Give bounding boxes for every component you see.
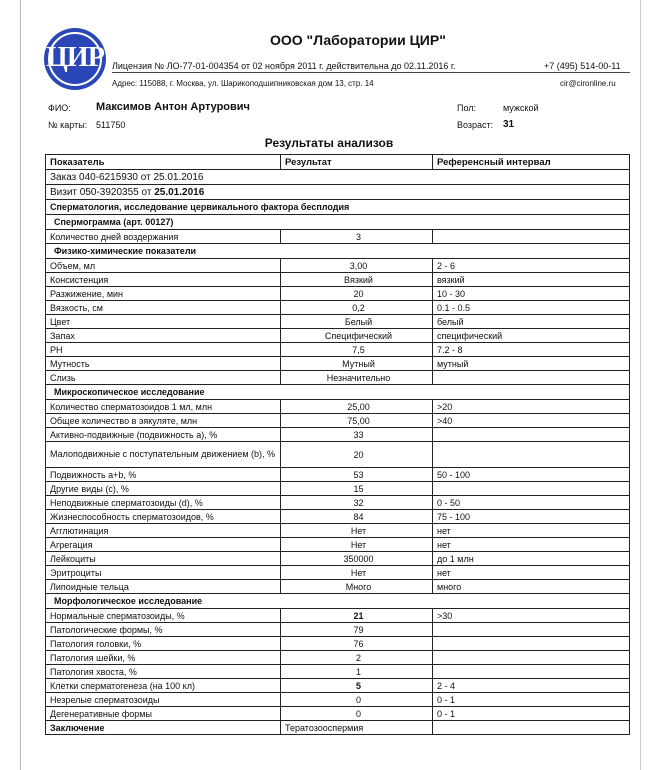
card-label: № карты:: [48, 120, 88, 130]
row-reference: 50 - 100: [433, 468, 630, 482]
row-result: Нет: [281, 566, 433, 580]
row-reference: 10 - 30: [433, 287, 630, 301]
row-result: 7,5: [281, 343, 433, 357]
morph-title: Морфологическое исследование: [46, 594, 630, 609]
page-edge-left: [20, 0, 21, 770]
table-row: [46, 400, 630, 414]
row-name: Нормальные сперматозоиды, %: [46, 609, 281, 623]
row-reference: много: [433, 580, 630, 594]
row-result: Нет: [281, 538, 433, 552]
row-reference: [433, 637, 630, 651]
table-row: [46, 343, 630, 357]
row-name: Объем, мл: [46, 259, 281, 273]
table-row: [46, 273, 630, 287]
table-row: [46, 357, 630, 371]
table-row: [46, 609, 630, 623]
table-row: [46, 442, 630, 468]
table-row: [46, 414, 630, 428]
logo-text: ЦИР: [46, 42, 104, 73]
row-result: 84: [281, 510, 433, 524]
row-result: 75,00: [281, 414, 433, 428]
row-result: Специфический: [281, 329, 433, 343]
page-title: Результаты анализов: [264, 136, 394, 150]
table-row: [46, 287, 630, 301]
row-name: Неподвижные сперматозоиды (d), %: [46, 496, 281, 510]
micro-title: Микроскопическое исследование: [46, 385, 630, 400]
row-result: Мутный: [281, 357, 433, 371]
table-row: [46, 230, 630, 244]
row-result: Белый: [281, 315, 433, 329]
row-name: Разжижение, мин: [46, 287, 281, 301]
table-row: [46, 623, 630, 637]
row-reference: [433, 482, 630, 496]
row-result: 1: [281, 665, 433, 679]
row-reference: 0 - 1: [433, 693, 630, 707]
header-reference: Референсный интервал: [433, 155, 630, 170]
row-result: Вязкий: [281, 273, 433, 287]
conclusion-label: Заключение: [46, 721, 281, 735]
row-name: Патология хвоста, %: [46, 665, 281, 679]
header-divider: [112, 72, 630, 73]
name-label: ФИО:: [48, 103, 71, 113]
row-reference: 2 - 4: [433, 679, 630, 693]
row-name: Жизнеспособность сперматозоидов, %: [46, 510, 281, 524]
row-name: Клетки сперматогенеза (на 100 кл): [46, 679, 281, 693]
row-result: 350000: [281, 552, 433, 566]
row-reference: [433, 230, 630, 244]
row-result: 3: [281, 230, 433, 244]
table-row: [46, 482, 630, 496]
page-edge-right: [640, 0, 641, 770]
table-row: [46, 665, 630, 679]
row-result: 76: [281, 637, 433, 651]
row-name: Патологические формы, %: [46, 623, 281, 637]
age-value: 31: [503, 119, 515, 130]
physchem-title: Физико-химические показатели: [46, 244, 630, 259]
row-name: Дегенеративные формы: [46, 707, 281, 721]
row-reference: [433, 442, 630, 468]
row-reference: [433, 665, 630, 679]
row-reference: >30: [433, 609, 630, 623]
row-result: 21: [281, 609, 433, 623]
row-name: Мутность: [46, 357, 281, 371]
header-indicator: Показатель: [46, 155, 281, 170]
row-result: 20: [281, 442, 433, 468]
row-name: Эритроциты: [46, 566, 281, 580]
row-reference: нет: [433, 524, 630, 538]
license-text: Лицензия № ЛО-77-01-004354 от 02 ноября 2011 г. действительна до 02.11.2016 г.: [112, 61, 456, 71]
table-row: [46, 580, 630, 594]
row-reference: 0.1 - 0.5: [433, 301, 630, 315]
table-row: [46, 707, 630, 721]
row-name: Лейкоциты: [46, 552, 281, 566]
row-reference: 0 - 1: [433, 707, 630, 721]
table-row: [46, 301, 630, 315]
row-reference: 75 - 100: [433, 510, 630, 524]
lab-logo: [44, 28, 106, 90]
row-name: Активно-подвижные (подвижность a), %: [46, 428, 281, 442]
card-number: 511750: [96, 120, 126, 130]
phone-number: +7 (495) 514-00-11: [544, 61, 621, 71]
row-result: 3,00: [281, 259, 433, 273]
sex-label: Пол:: [457, 103, 477, 113]
table-row: [46, 371, 630, 385]
row-reference: >20: [433, 400, 630, 414]
table-row: [46, 552, 630, 566]
row-reference: [433, 651, 630, 665]
row-name: Другие виды (c), %: [46, 482, 281, 496]
table-row: [46, 721, 630, 735]
table-row: [46, 538, 630, 552]
row-result: 79: [281, 623, 433, 637]
row-reference: до 1 млн: [433, 552, 630, 566]
row-name: Количество дней воздержания: [46, 230, 281, 244]
table-row: [46, 510, 630, 524]
row-reference: 2 - 6: [433, 259, 630, 273]
row-result: 20: [281, 287, 433, 301]
row-name: Агглютинация: [46, 524, 281, 538]
order-line: Заказ 040-6215930 от 25.01.2016: [46, 170, 630, 185]
table-row: [46, 651, 630, 665]
row-result: 0: [281, 693, 433, 707]
table-row: [46, 259, 630, 273]
row-reference: нет: [433, 566, 630, 580]
row-name: Вязкость, см: [46, 301, 281, 315]
row-reference: специфический: [433, 329, 630, 343]
row-result: 53: [281, 468, 433, 482]
row-result: 25,00: [281, 400, 433, 414]
row-result: 2: [281, 651, 433, 665]
table-row: [46, 468, 630, 482]
table-row: [46, 637, 630, 651]
row-name: Слизь: [46, 371, 281, 385]
row-name: Липоидные тельца: [46, 580, 281, 594]
conclusion-empty: [433, 721, 630, 735]
row-result: Незначительно: [281, 371, 433, 385]
row-name: Незрелые сперматозоиды: [46, 693, 281, 707]
row-reference: белый: [433, 315, 630, 329]
row-result: 0: [281, 707, 433, 721]
table-row: [46, 679, 630, 693]
row-result: 0,2: [281, 301, 433, 315]
row-reference: мутный: [433, 357, 630, 371]
row-reference: [433, 371, 630, 385]
age-label: Возраст:: [457, 120, 494, 130]
patient-name: Максимов Антон Артурович: [96, 101, 250, 113]
row-name: Общее количество в эякуляте, млн: [46, 414, 281, 428]
row-name: Консистенция: [46, 273, 281, 287]
row-name: Цвет: [46, 315, 281, 329]
row-result: Много: [281, 580, 433, 594]
visit-line: Визит 050-3920355 от 25.01.2016: [46, 185, 630, 200]
row-name: Патология головки, %: [46, 637, 281, 651]
table-row: [46, 566, 630, 580]
table-row: [46, 496, 630, 510]
conclusion-value: Тератозооспермия: [281, 721, 433, 735]
table-row: [46, 315, 630, 329]
row-name: PH: [46, 343, 281, 357]
results-table: [45, 154, 630, 735]
row-name: Запах: [46, 329, 281, 343]
header-result: Результат: [281, 155, 433, 170]
row-reference: 7.2 - 8: [433, 343, 630, 357]
row-name: Агрегация: [46, 538, 281, 552]
company-name: ООО "Лаборатории ЦИР": [270, 32, 446, 48]
table-row: [46, 693, 630, 707]
table-row: [46, 524, 630, 538]
table-row: [46, 329, 630, 343]
row-result: 15: [281, 482, 433, 496]
email-address: cir@cironline.ru: [560, 79, 616, 88]
row-reference: [433, 623, 630, 637]
row-reference: вязкий: [433, 273, 630, 287]
row-reference: >40: [433, 414, 630, 428]
row-name: Количество сперматозоидов 1 мл, млн: [46, 400, 281, 414]
row-name: Патология шейки, %: [46, 651, 281, 665]
row-reference: нет: [433, 538, 630, 552]
table-row: [46, 428, 630, 442]
row-result: 33: [281, 428, 433, 442]
address-text: Адрес: 115088, г. Москва, ул. Шарикоподшипниковская дом 13, стр. 14: [112, 79, 374, 88]
row-name: Малоподвижные с поступательным движением (b), %: [46, 442, 281, 468]
sex-value: мужской: [503, 103, 539, 113]
study-title: Сперматология, исследование цервикального фактора бесплодия: [46, 200, 630, 215]
row-result: Нет: [281, 524, 433, 538]
row-result: 32: [281, 496, 433, 510]
row-reference: 0 - 50: [433, 496, 630, 510]
row-name: Подвижность a+b, %: [46, 468, 281, 482]
row-reference: [433, 428, 630, 442]
row-result: 5: [281, 679, 433, 693]
spermogram-title: Спермограмма (арт. 00127): [46, 215, 630, 230]
